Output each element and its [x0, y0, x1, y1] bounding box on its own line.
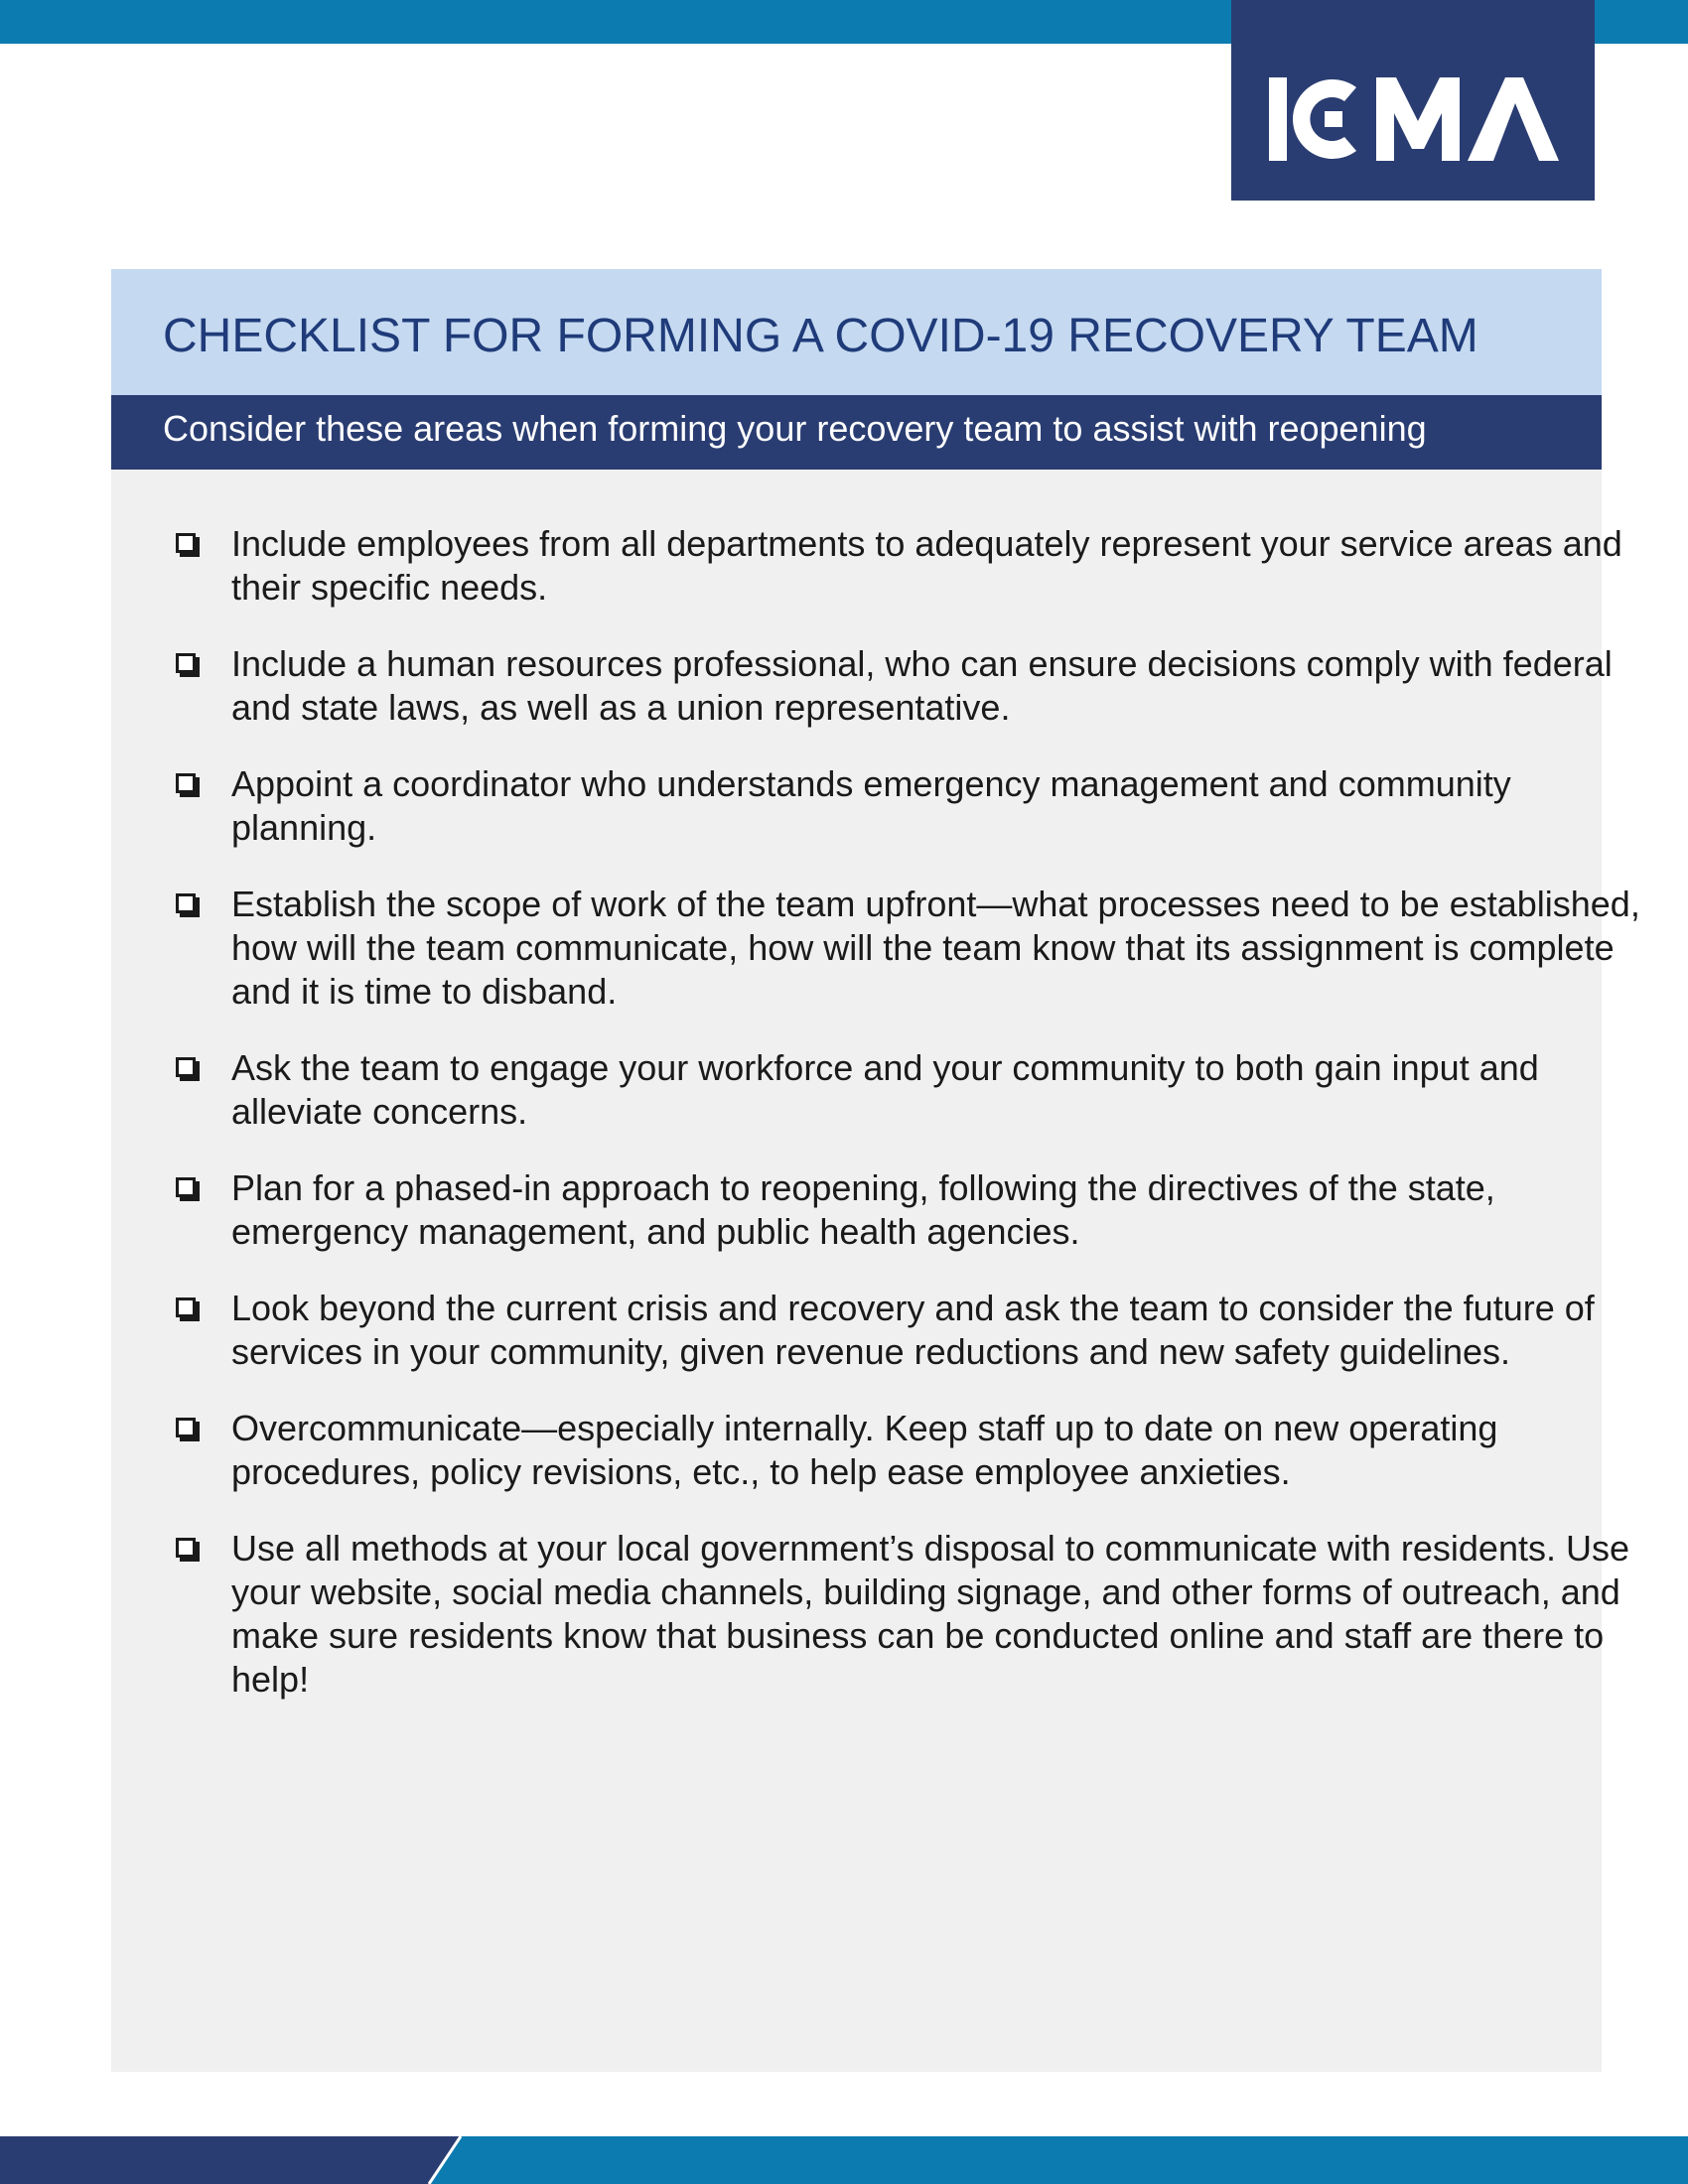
checklist-item [111, 762, 1602, 850]
checklist-item [111, 1166, 1602, 1254]
checklist-panel [111, 269, 1640, 2072]
checklist-item-text: Ask the team to engage your workforce and your community to both gain input and alleviate concerns. [231, 1047, 1539, 1132]
page-title: CHECKLIST FOR FORMING A COVID-19 RECOVERY TEAM [163, 310, 1478, 362]
icma-logo-mark [1269, 77, 1559, 161]
checkbox-icon[interactable] [176, 653, 196, 673]
checklist-item [111, 1046, 1602, 1134]
checklist-item-text: Include employees from all departments to adequately represent your service areas and their specific needs. [231, 523, 1622, 608]
bottom-navy-segment [0, 2136, 462, 2184]
checklist-item [111, 883, 1640, 1014]
checklist-item-text: Appoint a coordinator who understands emergency management and community planning. [231, 763, 1511, 848]
checklist-item [111, 1527, 1629, 1702]
checkbox-icon[interactable] [176, 773, 196, 793]
checkbox-icon[interactable] [176, 1538, 196, 1558]
checklist-item [111, 1287, 1602, 1374]
checklist-item-text: Overcommunicate—especially internally. Keep staff up to date on new operating procedures, policy revisions, etc., to help ease employee anxieties. [231, 1408, 1498, 1492]
bottom-slash-divider [415, 2136, 463, 2184]
checkbox-icon[interactable] [176, 1297, 196, 1317]
icma-logo [1231, 0, 1595, 201]
checklist-item-text: Establish the scope of work of the team upfront—what processes need to be established, how will the team communicate, how will the team know that its assignment is complete and it is time to disband. [231, 884, 1640, 1012]
checkbox-icon[interactable] [176, 1057, 196, 1077]
checklist-item [111, 1407, 1602, 1494]
title-band [111, 269, 1602, 395]
checklist-item [111, 522, 1622, 610]
page-subtitle: Consider these areas when forming your recovery team to assist with reopening [163, 408, 1427, 449]
checkbox-icon[interactable] [176, 1418, 196, 1437]
checklist-item-text: Use all methods at your local government’s disposal to communicate with residents. Use your website, social media channels, building signage, and other forms of outreach, and make sure residents know that business can be conducted online and staff are there to help! [231, 1528, 1629, 1700]
checkbox-icon[interactable] [176, 533, 196, 553]
subtitle-band [111, 395, 1602, 470]
checklist-item [111, 642, 1613, 730]
checklist-item-text: Plan for a phased-in approach to reopening, following the directives of the state, emergency management, and public health agencies. [231, 1167, 1495, 1252]
checklist-item-text: Include a human resources professional, who can ensure decisions comply with federal and state laws, as well as a union representative. [231, 643, 1613, 728]
checkbox-icon[interactable] [176, 893, 196, 913]
checklist [111, 522, 1640, 1734]
checklist-item-text: Look beyond the current crisis and recovery and ask the team to consider the future of services in your community, given revenue reductions and new safety guidelines. [231, 1288, 1595, 1372]
checkbox-icon[interactable] [176, 1177, 196, 1197]
